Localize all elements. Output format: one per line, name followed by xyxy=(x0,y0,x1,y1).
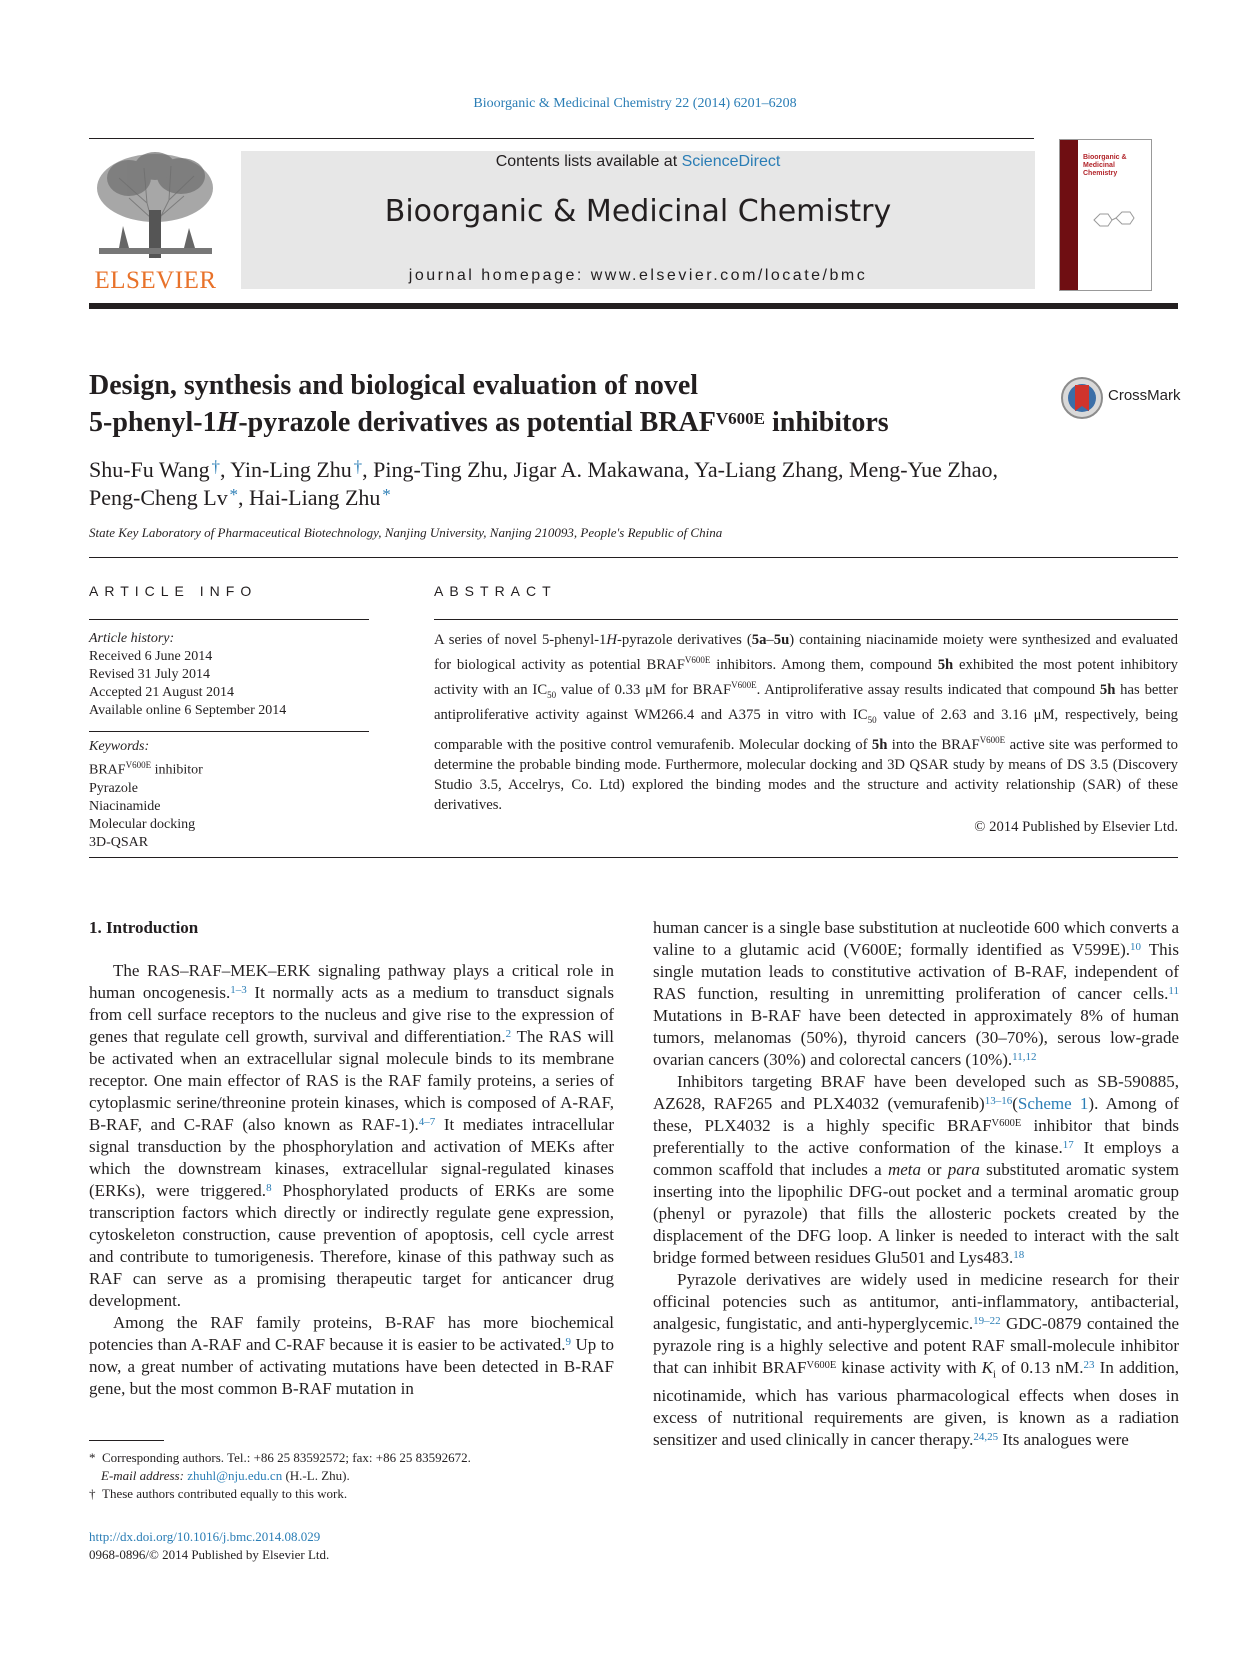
paragraph xyxy=(89,960,614,1312)
citation-link[interactable]: 8 xyxy=(266,1182,272,1194)
body-column-right xyxy=(653,917,1179,1451)
text: or xyxy=(921,1160,948,1179)
text: substituted aromatic system inserting into the lipophilic DFG-out pocket and a terminal aromatic group (phenyl or pyrazole) that fills the allosteric pockets created by the displacement of the DFG loop. A linker is needed to interact with the salt bridge formed between residues Glu501 and Lys483. xyxy=(653,1160,1179,1267)
abstract-span: . Antiproliferative assay results indicated that compound xyxy=(756,681,1100,698)
footnote-mark: † xyxy=(89,1486,96,1501)
keyword: 3D-QSAR xyxy=(89,834,149,850)
footnote-corresponding xyxy=(89,1449,629,1467)
text: Phosphorylated products of ERKs are some transcription factors which directly or indirectly regulate gene expression, cytoskeleton construction, cause prevention of apoptosis, cell cycle arrest and contribute to tumorigenesis. Therefore, kinase of this pathway such as RAF can serve as a promising therapeutic target for anticancer drug development. xyxy=(89,1181,614,1310)
cover-spine xyxy=(1060,140,1078,290)
dagger-mark[interactable]: † xyxy=(211,457,221,476)
rule xyxy=(89,857,1178,858)
abstract-bold: 5h xyxy=(937,656,954,673)
author[interactable]: Hai-Liang Zhu xyxy=(249,485,381,510)
journal-cover-thumbnail[interactable] xyxy=(1059,139,1152,291)
title-italic-h: H xyxy=(216,407,239,438)
paragraph-continued xyxy=(653,917,1179,1071)
rule xyxy=(89,731,369,732)
journal-homepage[interactable]: journal homepage: www.elsevier.com/locate/bmc xyxy=(408,267,868,284)
article-title xyxy=(89,367,1069,441)
keyword-superscript: V600E xyxy=(125,760,152,770)
publisher-logo[interactable] xyxy=(89,148,222,294)
citation-link[interactable]: 2 xyxy=(505,1028,512,1040)
text: ). Among of these, PLX4032 is a highly specific BRAF xyxy=(653,1094,1179,1135)
title-text: inhibitors xyxy=(764,407,889,438)
text: Up to now, a great number of activating mutations have been detected in B-RAF gene, but the most common B-RAF mutation in xyxy=(89,1335,614,1398)
abstract-bold: 5u xyxy=(773,632,790,648)
abstract-copyright: © 2014 Published by Elsevier Ltd. xyxy=(974,818,1178,835)
text: of 0.13 nM. xyxy=(996,1358,1084,1377)
header-thick-rule xyxy=(89,303,1178,309)
keyword-text: inhibitor xyxy=(151,762,203,778)
footnote-mark: * xyxy=(89,1450,96,1465)
history-label: Article history: xyxy=(89,631,175,646)
abstract-span: into the BRAF xyxy=(887,736,980,753)
rule xyxy=(89,619,369,620)
abstract-italic: H xyxy=(606,632,618,648)
footnote-text: Corresponding authors. Tel.: +86 25 83592572; fax: +86 25 83592672. xyxy=(102,1450,471,1465)
citation-link[interactable]: 23 xyxy=(1083,1359,1095,1371)
text: In addition, nicotinamide, which has various pharmacological effects when doses in excess of nutritional requirements are given, is known as a radiation sensitizer and used clinically in cancer therapy. xyxy=(653,1358,1179,1450)
abstract-body xyxy=(434,630,1178,837)
sciencedirect-link[interactable]: ScienceDirect xyxy=(681,153,781,170)
scheme-link[interactable]: Scheme 1 xyxy=(1017,1094,1089,1113)
text: Among the RAF family proteins, B-RAF has more biochemical potencies than A-RAF and C-RAF because it is easier to be activated. xyxy=(89,1313,614,1354)
journal-banner xyxy=(241,151,1035,289)
header-rule xyxy=(89,138,1034,139)
keywords xyxy=(89,738,369,852)
citation-link[interactable]: 17 xyxy=(1062,1139,1074,1151)
footnote-text: These authors contributed equally to this work. xyxy=(102,1486,348,1501)
keyword-text: BRAF xyxy=(89,762,126,778)
citation-link[interactable]: 4–7 xyxy=(418,1116,436,1128)
abstract-span: active site was performed to determine the probable binding mode. Furthermore, molecular docking and 3D QSAR study by means of DS 3.5 (Discovery Studio 3.5, Accelrys, Co. Ltd) explored the binding modes and the structure and activity relationship (SAR) of these derivatives. xyxy=(434,736,1178,813)
abstract-span: A series of novel 5-phenyl-1 xyxy=(434,632,607,648)
revised-date: Revised 31 July 2014 xyxy=(89,667,210,682)
italic-text: K xyxy=(981,1358,994,1377)
subscript: i xyxy=(993,1368,997,1381)
doi-block xyxy=(89,1528,329,1564)
email-link[interactable]: zhuhl@nju.edu.cn xyxy=(187,1468,283,1483)
crossmark-badge[interactable] xyxy=(1060,376,1208,418)
journal-title: Bioorganic & Medicinal Chemistry xyxy=(384,194,892,229)
citation-link[interactable]: 11 xyxy=(1168,985,1179,997)
abstract-span: value of 0.33 μM for BRAF xyxy=(556,681,732,698)
abstract-sup: V600E xyxy=(684,655,711,665)
text: human cancer is a single base substitution at nucleotide 600 which converts a valine to a glutamic acid (V600E; formally identified as V599E). xyxy=(653,918,1179,959)
received-date: Received 6 June 2014 xyxy=(89,649,213,664)
issn-copyright: 0968-0896/© 2014 Published by Elsevier Ltd. xyxy=(89,1547,330,1562)
text: Pyrazole derivatives are widely used in medicine research for their officinal potencies such as antitumor, anti-inflammatory, antibacterial, analgesic, fungistatic, and anti-hyperglycemic. xyxy=(653,1270,1179,1333)
citation-link[interactable]: 1–3 xyxy=(230,984,247,996)
affiliation: State Key Laboratory of Pharmaceutical Biotechnology, Nanjing University, Nanjing 210093, People's Republic of China xyxy=(89,525,723,540)
title-line-2 xyxy=(89,404,1069,441)
title-line-1: Design, synthesis and biological evaluation of novel xyxy=(89,370,699,401)
paragraph xyxy=(653,1071,1179,1269)
keywords-label: Keywords: xyxy=(89,739,150,754)
corresponding-mark[interactable]: * xyxy=(382,485,391,504)
citation-link[interactable]: 24,25 xyxy=(973,1431,999,1444)
text: It mediates intracellular signal transduction by the phosphorylation and activation of MEKs after which the downstream kinases, extracellular signal-regulated kinases (ERKs), were triggered. xyxy=(89,1115,614,1200)
abstract-span: value of 2.63 and 3.16 μM, respectively, being comparable with the positive control vemurafenib. Molecular docking of xyxy=(434,706,1178,753)
paragraph xyxy=(89,1312,614,1400)
citation-link[interactable]: 13–16 xyxy=(984,1095,1013,1107)
text: kinase activity with xyxy=(836,1358,982,1377)
text: inhibitor that binds preferentially to the active conformation of the kinase. xyxy=(653,1116,1179,1157)
cover-title: Bioorganic & Medicinal Chemistry xyxy=(1083,154,1127,177)
doi-link[interactable]: http://dx.doi.org/10.1016/j.bmc.2014.08.029 xyxy=(89,1529,321,1544)
abstract-span: inhibitors. Among them, compound xyxy=(710,656,938,673)
abstract-sub: 50 xyxy=(547,689,557,700)
abstract-heading: ABSTRACT xyxy=(434,583,557,599)
dagger-mark[interactable]: † xyxy=(353,457,363,476)
abstract-span: -pyrazole derivatives ( xyxy=(617,632,752,648)
footnotes xyxy=(89,1449,629,1503)
abstract-span: ) containing niacinamide moiety were synthesized and evaluated for biological activity as potential BRAF xyxy=(434,632,1178,673)
keyword: Pyrazole xyxy=(89,780,138,796)
accepted-date: Accepted 21 August 2014 xyxy=(89,685,235,700)
abstract-bold: 5h xyxy=(871,736,888,753)
title-superscript: V600E xyxy=(715,409,765,428)
keyword: Niacinamide xyxy=(89,798,161,814)
citation-link[interactable]: 11,12 xyxy=(1012,1051,1037,1063)
rule xyxy=(434,619,1178,620)
abstract-bold: 5a xyxy=(751,632,767,648)
crossmark-label: CrossMark xyxy=(1108,387,1181,404)
email-label: E-mail address: xyxy=(101,1468,184,1483)
text: The RAS will be activated when an extracellular signal molecule binds to its membrane receptor. One main effector of RAS is the RAF family proteins, a series of cytoplasmic serine/threonine protein kinases, which is composed of A-RAF, B-RAF, and C-RAF (also known as RAF-1). xyxy=(89,1027,615,1134)
text: Inhibitors targeting BRAF have been developed such as SB-590885, AZ628, RAF265 and PLX4032 (vemurafenib) xyxy=(653,1072,1179,1113)
text: It normally acts as a medium to transduct signals from cell surface receptors to the nucleus and give rise to the expression of genes that regulate cell growth, survival and differentiation. xyxy=(89,983,615,1046)
title-text: 5-phenyl-1 xyxy=(89,407,217,438)
text: It employs a common scaffold that includes a xyxy=(653,1138,1179,1179)
section-heading-introduction: 1. Introduction xyxy=(89,918,199,937)
text: ( xyxy=(1012,1094,1018,1113)
keyword: Molecular docking xyxy=(89,816,196,832)
citation-link[interactable]: 10 xyxy=(1130,941,1141,953)
body-column-left xyxy=(89,960,614,1400)
author-group: Ping-Ting Zhu, Jigar A. Makawana, Ya-Liang Zhang, Meng-Yue Zhao, xyxy=(373,457,999,482)
contents-line xyxy=(241,153,1035,171)
abstract-sup: V600E xyxy=(731,679,757,690)
author[interactable]: Peng-Cheng Lv xyxy=(89,485,228,510)
citation-link[interactable]: 19–22 xyxy=(973,1315,1001,1327)
footnote-equal xyxy=(89,1485,629,1503)
abstract-sub: 50 xyxy=(867,714,877,725)
footnote-email xyxy=(89,1467,629,1485)
text: This single mutation leads to constitutive activation of B-RAF, independent of RAS function, resulting in unremitting proliferation of cancer cells. xyxy=(653,940,1179,1003)
cover-molecule-icon xyxy=(1084,200,1144,240)
crossmark-icon xyxy=(1060,376,1104,420)
footnote-rule xyxy=(89,1440,164,1441)
text: The RAS–RAF–MEK–ERK signaling pathway plays a critical role in human oncogenesis. xyxy=(89,961,614,1002)
superscript: V600E xyxy=(806,1360,837,1371)
rule xyxy=(89,557,1178,558)
abstract-span: – xyxy=(766,632,774,648)
italic-text: meta xyxy=(887,1160,922,1179)
paragraph xyxy=(653,1269,1179,1451)
citation-link[interactable]: 18 xyxy=(1013,1249,1025,1261)
keyword xyxy=(89,756,369,780)
text: Mutations in B-RAF have been detected in approximately 8% of human tumors, melanomas (50%), thyroid cancers (30–70%), serous low-grade ovarian cancers (30%) and colorectal cancers (10%). xyxy=(653,1006,1179,1069)
text: Its analogues were xyxy=(998,1430,1129,1450)
superscript: V600E xyxy=(991,1118,1022,1129)
footnote-text: (H.-L. Zhu). xyxy=(282,1468,350,1483)
abstract-text xyxy=(434,630,1178,815)
journal-citation[interactable]: Bioorganic & Medicinal Chemistry 22 (2014) 6201–6208 xyxy=(473,96,797,111)
title-text: -pyrazole derivatives as potential BRAF xyxy=(238,407,716,438)
abstract-sup: V600E xyxy=(979,734,1006,745)
author[interactable]: Shu-Fu Wang xyxy=(89,457,210,482)
text: GDC-0879 contained the pyrazole ring is a highly selective and potent RAF small-molecule inhibitor that can inhibit BRAF xyxy=(653,1314,1179,1377)
online-date: Available online 6 September 2014 xyxy=(89,703,287,718)
citation-link[interactable]: 9 xyxy=(565,1336,572,1348)
author-list: Shu-Fu Wang †, Yin-Ling Zhu †, Ping-Ting Zhu, Jigar A. Makawana, Ya-Liang Zhang, Meng-Yue Zhao, Peng-Cheng Lv *, Hai-Liang Zhu * xyxy=(89,457,999,510)
article-info-heading: ARTICLE INFO xyxy=(89,583,258,599)
article-history xyxy=(89,630,369,720)
abstract-bold: 5h xyxy=(1099,681,1116,698)
author[interactable]: Yin-Ling Zhu xyxy=(230,457,352,482)
contents-prefix: Contents lists available at xyxy=(495,153,682,170)
corresponding-mark[interactable]: * xyxy=(229,485,239,504)
abstract-span: exhibited the most potent inhibitory activity with an IC xyxy=(434,656,1179,698)
abstract-span: has better antiproliferative activity against WM266.4 and A375 in vitro with IC xyxy=(434,681,1178,723)
italic-text: para xyxy=(947,1160,980,1179)
publisher-name: ELSEVIER xyxy=(94,267,217,294)
tree-logo-icon xyxy=(89,148,222,260)
